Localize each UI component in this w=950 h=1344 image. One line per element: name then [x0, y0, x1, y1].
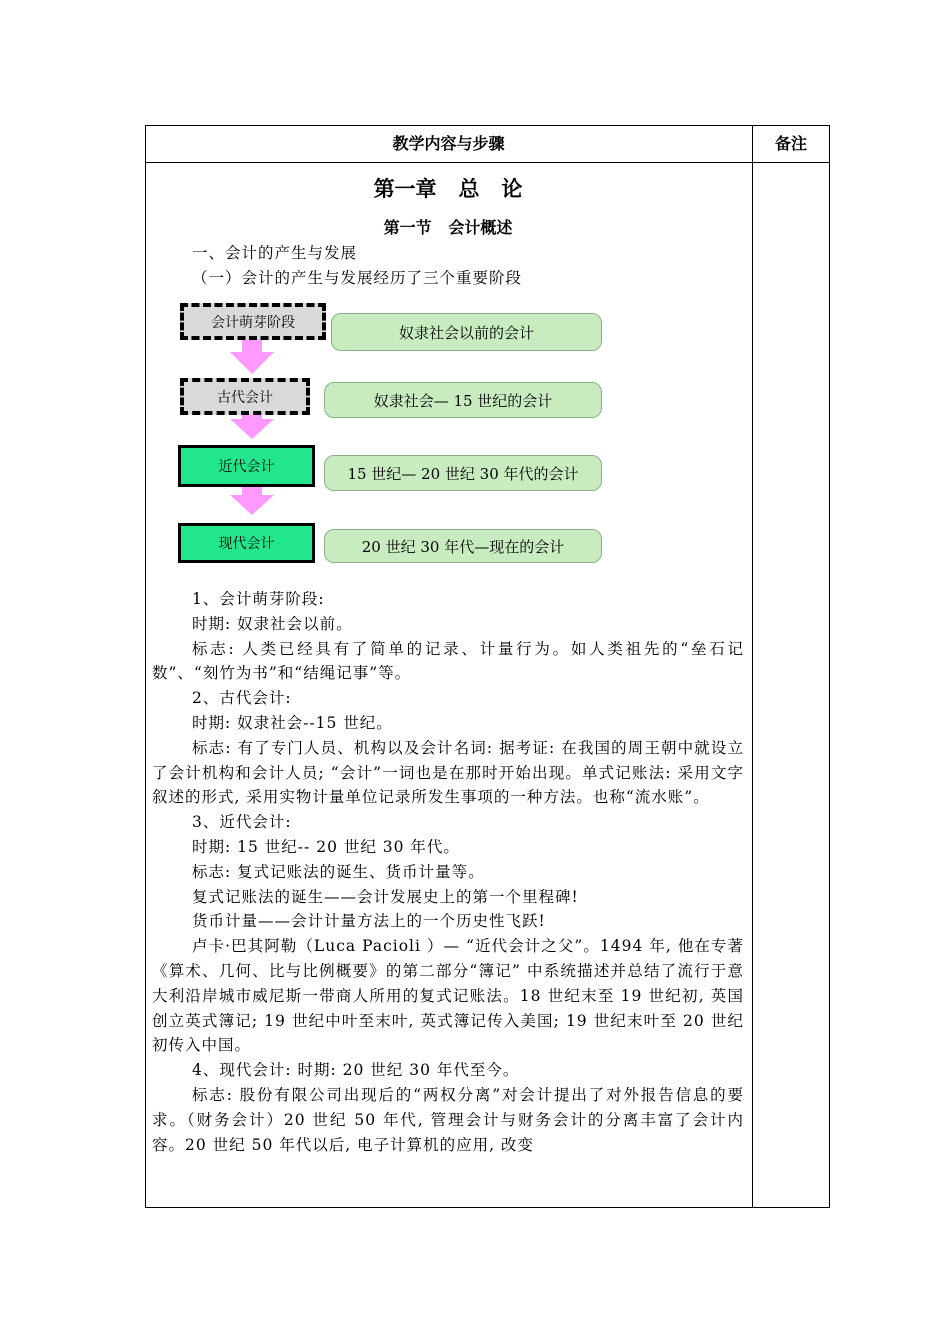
paragraph: 2、古代会计:: [192, 689, 292, 708]
paragraph: 3、近代会计:: [192, 813, 292, 832]
stage-desc-ancient: 奴隶社会— 15 世纪的会计: [324, 382, 602, 418]
chapter-title: 第一章 总 论: [373, 177, 523, 201]
intro-heading: 一、会计的产生与发展: [192, 244, 358, 262]
stage-label: 古代会计: [217, 389, 273, 406]
stages-diagram: [172, 293, 612, 573]
main-content: [152, 163, 744, 1207]
stage-box-contemporary: [178, 523, 315, 563]
stage-desc-modern-early: 15 世纪— 20 世纪 30 年代的会计: [324, 455, 602, 491]
paragraph: 卢卡·巴其阿勒（Luca Pacioli ）— “近代会计之父”。1494 年, 他在专著《算术、几何、比与比例概要》的第二部分“簿记” 中系统描述并总结了流行于意大利沿岸城市威尼斯一带商人所用的复式记账法。18 世纪末至 19 世纪初, 英国创立英式簿记; 19 世纪中叶至末叶, 英式簿记传入美国; 19 世纪末叶至 20 世纪初传入中国。: [152, 937, 744, 1055]
stage-box-sprouting: [180, 303, 326, 340]
down-arrow-icon: [230, 483, 274, 515]
paragraph: 复式记账法的诞生——会计发展史上的第一个里程碑!: [192, 887, 579, 906]
intro-subheading: （一）会计的产生与发展经历了三个重要阶段: [192, 269, 523, 287]
down-arrow-icon: [230, 338, 274, 374]
paragraph: 时期: 15 世纪-- 20 世纪 30 年代。: [192, 837, 460, 856]
stage-label: 近代会计: [218, 459, 275, 475]
section-title: 第一节 会计概述: [383, 218, 513, 237]
stage-desc-contemporary: 20 世纪 30 年代—现在的会计: [324, 529, 602, 563]
stage-label: 现代会计: [218, 536, 275, 552]
paragraph: 标志: 股份有限公司出现后的“两权分离”对会计提出了对外报告信息的要求。（财务会计）20 世纪 50 年代, 管理会计与财务会计的分离丰富了会计内容。20 世纪 50 年代以后, 电子计算机的应用, 改变: [152, 1085, 744, 1154]
paragraph: 标志: 复式记账法的诞生、货币计量等。: [192, 862, 485, 881]
paragraph: 标志: 有了专门人员、机构以及会计名词: 据考证: 在我国的周王朝中就设立了会计机构和会计人员; “会计”一词也是在那时开始出现。单式记账法: 采用文字叙述的形式, 采用实物计量单位记录所发生事项的一种方法。也称“流水账”。: [152, 738, 744, 807]
header-main: 教学内容与步骤: [392, 134, 505, 153]
stage-box-ancient: [180, 378, 310, 415]
paragraph: 时期: 奴隶社会以前。: [192, 614, 353, 633]
paragraph: 货币计量——会计计量方法上的一个历史性飞跃!: [192, 912, 546, 931]
column-divider: [752, 125, 753, 1208]
stage-box-modern-early: [178, 445, 315, 487]
stage-desc-sprouting: 奴隶社会以前的会计: [331, 313, 602, 351]
paragraph: 1、会计萌芽阶段:: [192, 590, 325, 608]
stage-label: 会计萌芽阶段: [211, 314, 295, 331]
paragraph: 标志: 人类已经具有了简单的记录、计量行为。如人类祖先的“垒石记数”、“刻竹为书”和“结绳记事”等。: [152, 639, 744, 683]
paragraph: 4、现代会计: 时期: 20 世纪 30 年代至今。: [192, 1061, 520, 1080]
paragraph: 时期: 奴隶社会--15 世纪。: [192, 713, 393, 732]
body-text: [152, 587, 744, 1157]
header-note: 备注: [774, 134, 807, 153]
